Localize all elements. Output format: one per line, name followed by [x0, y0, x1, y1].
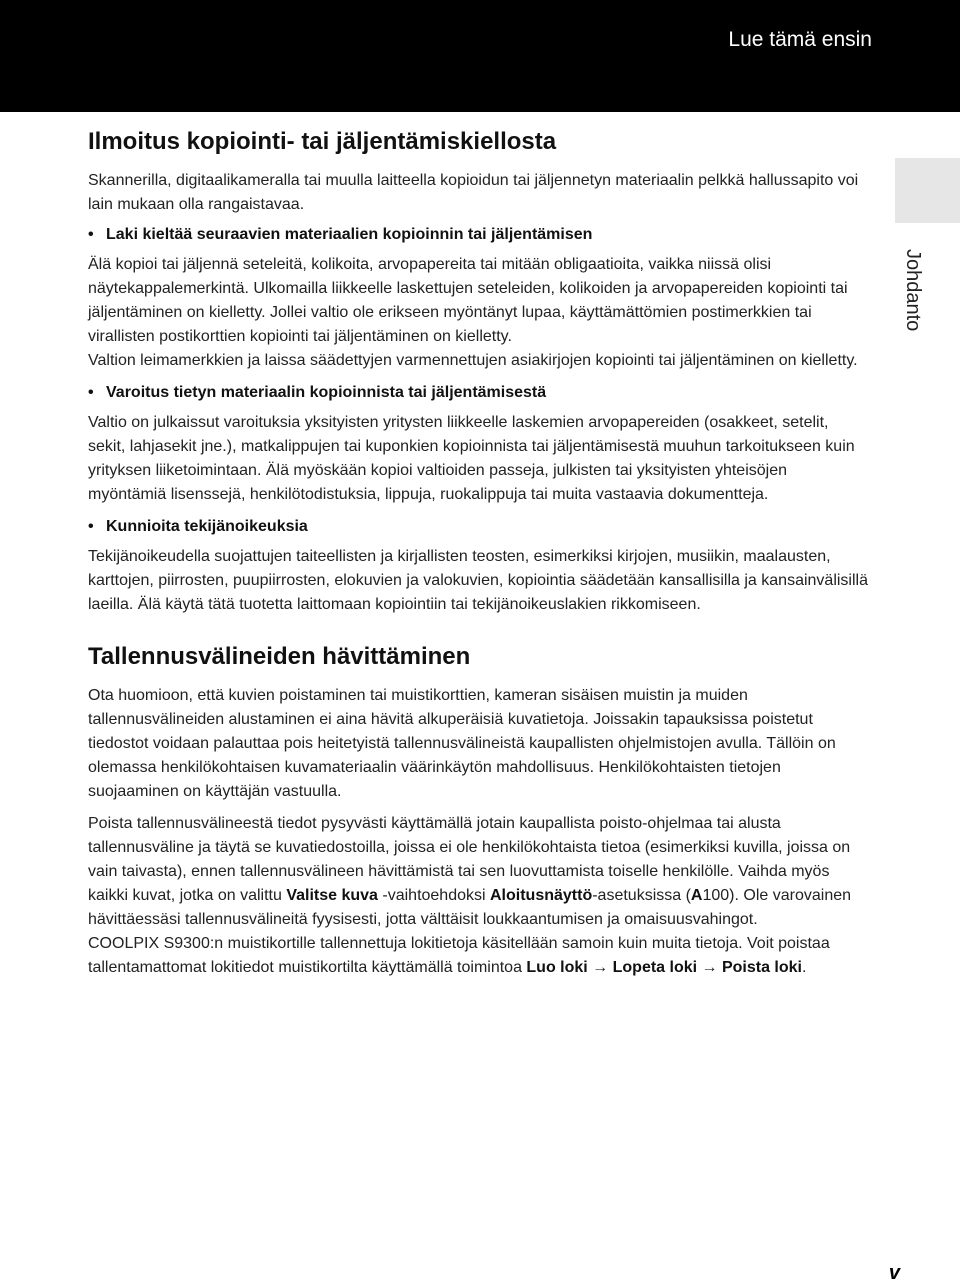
- disposal-paragraph-2: Poista tallennusvälineestä tiedot pysyvästi käyttämällä jotain kaupallista poisto-ohjelmaa tai alusta tallennusväline ja täytä se kuvatiedostoilla, joissa ei ole henkilökohtaista tietoa (esimerkiksi kuvilla, joissa on vain taivasta), ennen tallennusvälineen hävittämistä tai sen luovuttamista toiselle henkilölle. Vaihda myös kaikki kuvat, jotka on valittu Valitse kuva -vaihtoehdoksi Aloitusnäyttö-asetuksissa (A100). Ole varovainen hävittäessäsi tallennusvälineitä fyysisesti, jotta välttäisit loukkaantumisen ja omaisuusvahingot.: [88, 815, 852, 928]
- side-tab: [895, 158, 960, 223]
- bullet-icon: •: [88, 518, 94, 535]
- section-title-copy-notice: Ilmoitus kopiointi- tai jäljentämiskiellosta: [88, 128, 557, 155]
- main-content: [88, 127, 868, 980]
- bullet-heading-law: • Laki kieltää seuraavien materiaalien kopioinnin tai jäljentämisen: [88, 223, 868, 247]
- law-paragraph-2: Valtion leimamerkkien ja laissa säädettyjen varmennettujen asiakirjojen kopiointi tai jäljentäminen on kielletty.: [88, 352, 858, 369]
- bullet-heading-warning: • Varoitus tietyn materiaalin kopioinnista tai jäljentämisestä: [88, 381, 868, 405]
- side-tab-label: Johdanto: [902, 249, 924, 332]
- bullet-icon: •: [88, 226, 94, 243]
- arrow-right-icon: →: [587, 959, 613, 976]
- disposal-paragraph-3: COOLPIX S9300:n muistikortille tallennettuja lokitietoja käsitellään samoin kuin muita tietoja. Voit poistaa tallentamattomat lokitiedot muistikortilta käyttämällä toimintoa Luo loki → Lopeta loki → Poista loki.: [88, 935, 830, 976]
- copyright-paragraph: Tekijänoikeudella suojattujen taiteellisten ja kirjallisten teosten, esimerkiksi kirjojen, musiikin, maalausten, karttojen, piirrosten, puupiirrosten, elokuvien ja valokuvien, kopiointia säädetään kansallisilla ja kansainvälisillä laeilla. Älä käytä tätä tuotetta laittomaan kopiointiin tai tekijänoikeuslakien rikkomiseen.: [88, 548, 868, 613]
- warning-paragraph: Valtio on julkaissut varoituksia yksityisten yritysten liikkeelle laskemien arvopapereiden (osakkeet, setelit, sekit, lahjasekit jne.), matkalippujen tai kuponkien kopioinnista tai jäljentämisestä muuhun tarkoitukseen kuin yrityksen liiketoimintaan. Älä myöskään kopioi valtioiden passeja, julkisten tai yksityisten yhteisöjen myöntämiä lisenssejä, henkilötodistuksia, lippuja, ruokalippuja tai muita vastaavia dokumentteja.: [88, 414, 855, 503]
- menu-item-delete-log: Poista loki: [721, 959, 802, 976]
- page-reference-icon: A: [690, 887, 703, 904]
- menu-item-create-log: Luo loki: [526, 959, 588, 976]
- header-title: Lue tämä ensin: [728, 28, 872, 51]
- bullet-icon: •: [88, 384, 94, 401]
- arrow-right-icon: →: [697, 959, 722, 976]
- section-title-disposal: Tallennusvälineiden hävittäminen: [88, 643, 471, 670]
- menu-item-end-log: Lopeta loki: [612, 959, 698, 976]
- disposal-paragraph-1: Ota huomioon, että kuvien poistaminen tai muistikorttien, kameran sisäisen muistin ja muiden tallennusvälineiden alustaminen ei aina hävitä alkuperäisiä kuvatietoja. Joissakin tapauksissa poistetut tiedostot voidaan palauttaa pois heitetyistä tallennusvälineistä kaupallisten ohjelmistojen avulla. Tällöin on olemassa henkilökohtaisen kuvamateriaalin väärinkäytön mahdollisuus. Henkilökohtaisten tietojen suojaaminen on käyttäjän vastuulla.: [88, 687, 836, 800]
- bullet-heading-copyright: • Kunnioita tekijänoikeuksia: [88, 515, 868, 539]
- menu-item-welcome-screen: Aloitusnäyttö: [490, 887, 593, 904]
- header-bar: [0, 0, 960, 112]
- menu-item-select-image: Valitse kuva: [286, 887, 378, 904]
- law-paragraph: Älä kopioi tai jäljennä seteleitä, kolikoita, arvopapereita tai mitään obligaatioita, vaikka niissä olisi näytekappalemerkintä. Ulkomailla liikkeelle laskettujen seteleiden, kolikoiden ja arvopapereiden kopiointi tai jäljentäminen on kielletty. Jollei valtio ole erikseen myöntänyt lupaa, käyttämättömien postimerkkien tai virallisten postikorttien kopiointi tai jäljentäminen on kielletty.: [88, 256, 848, 345]
- page-number: v: [888, 1262, 900, 1284]
- copy-notice-intro: Skannerilla, digitaalikameralla tai muulla laitteella kopioidun tai jäljennetyn materiaalin pelkkä hallussapito voi lain mukaan olla rangaistavaa.: [88, 172, 859, 213]
